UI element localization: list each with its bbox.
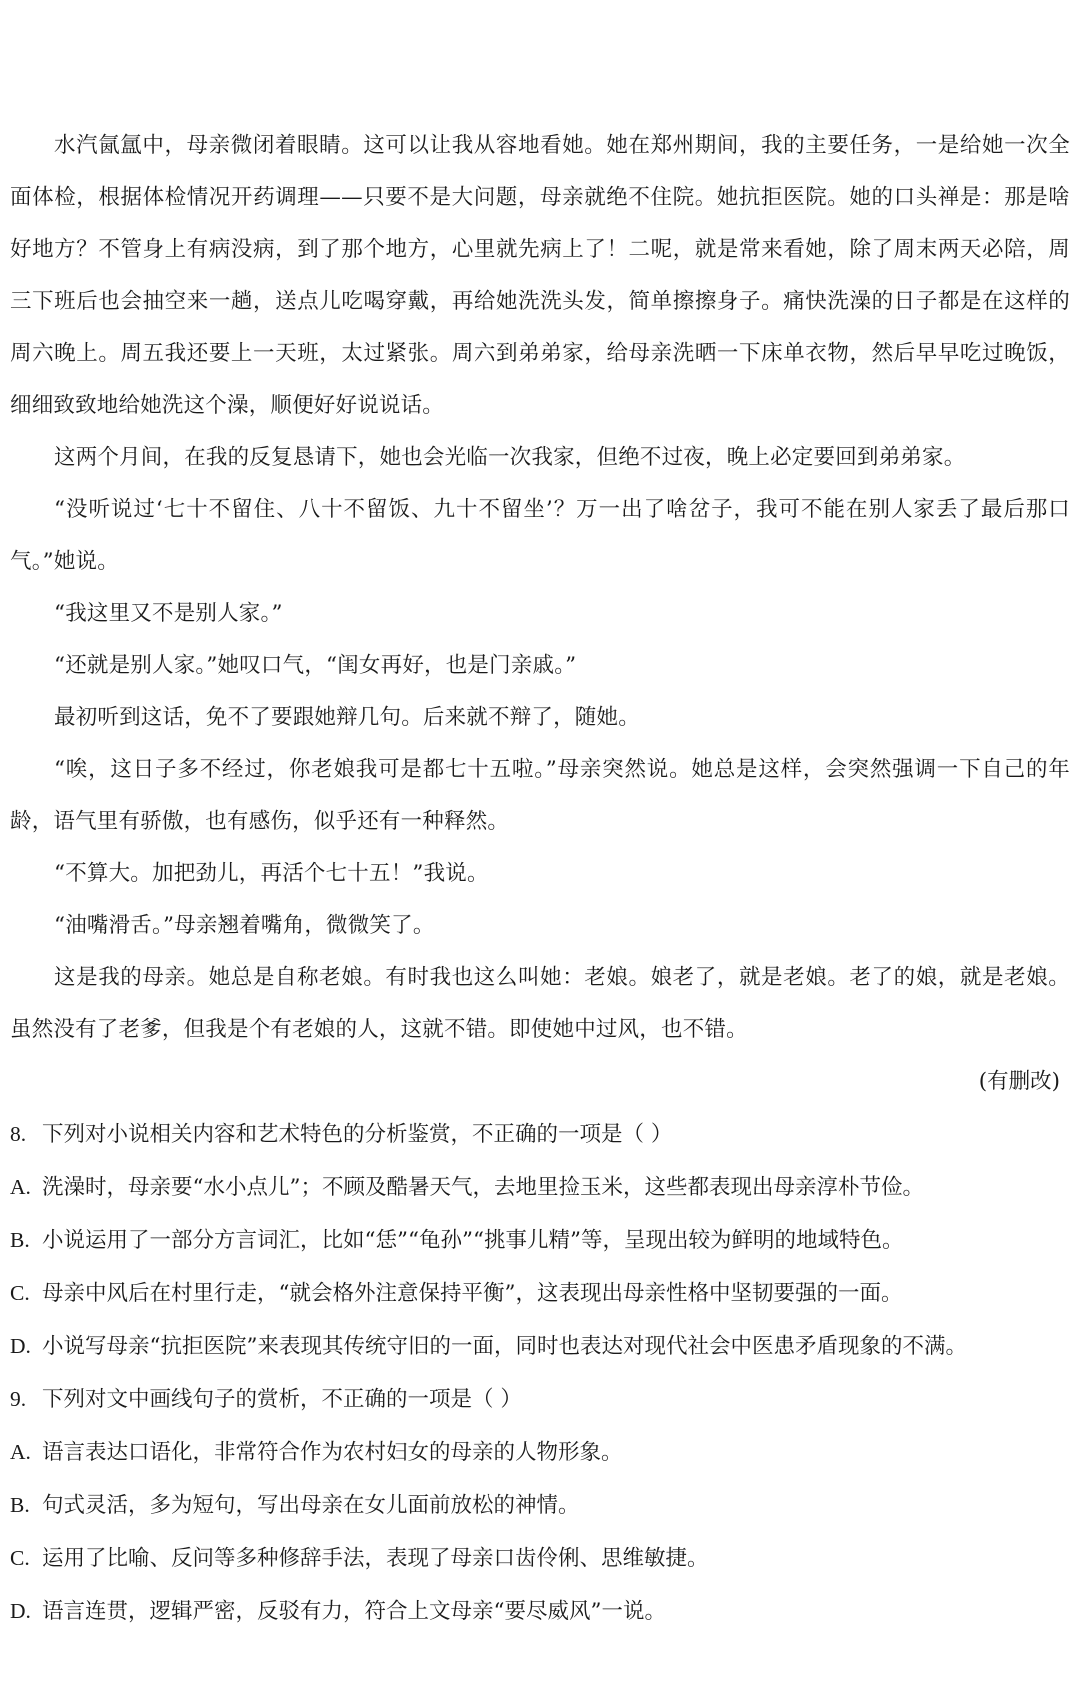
option-text: 小说写母亲“抗拒医院”来表现其传统守旧的一面，同时也表达对现代社会中医患矛盾现象的不满。 bbox=[42, 1334, 967, 1359]
passage-paragraph: 水汽氤氲中，母亲微闭着眼睛。这可以让我从容地看她。她在郑州期间，我的主要任务，一是给她一次全面体检，根据体检情况开药调理——只要不是大问题，母亲就绝不住院。她抗拒医院。她的口头禅是：那是啥好地方？不管身上有病没病，到了那个地方，心里就先病上了！二呢，就是常来看她，除了周末两天必陪，周三下班后也会抽空来一趟，送点儿吃喝穿戴，再给她洗洗头发，简单擦擦身子。痛快洗澡的日子都是在这样的周六晚上。周五我还要上一天班，太过紧张。周六到弟弟家，给母亲洗晒一下床单衣物，然后早早吃过晚饭，细细致致地给她洗这个澡，顺便好好说说话。 bbox=[10, 133, 1070, 418]
answer-option[interactable] bbox=[10, 1320, 1070, 1373]
passage-paragraph: “油嘴滑舌。”母亲翘着嘴角，微微笑了。 bbox=[54, 913, 435, 938]
answer-option[interactable] bbox=[10, 1214, 1070, 1267]
option-text: 洗澡时，母亲要“水小点儿”；不顾及酷暑天气，去地里捡玉米，这些都表现出母亲淳朴节俭。 bbox=[42, 1175, 924, 1200]
option-key: B. bbox=[10, 1228, 30, 1252]
question-stem bbox=[10, 1108, 1070, 1161]
option-key: A. bbox=[10, 1440, 31, 1464]
option-key: C. bbox=[10, 1546, 30, 1570]
option-key: A. bbox=[10, 1175, 31, 1199]
option-text: 运用了比喻、反问等多种修辞手法，表现了母亲口齿伶俐、思维敏捷。 bbox=[42, 1546, 709, 1571]
option-key: D. bbox=[10, 1334, 31, 1358]
question-text: 下列对小说相关内容和艺术特色的分析鉴赏，不正确的一项是（ ） bbox=[42, 1122, 673, 1147]
answer-option[interactable] bbox=[10, 1585, 1070, 1638]
passage-paragraph: 最初听到这话，免不了要跟她辩几句。后来就不辩了，随她。 bbox=[54, 705, 640, 730]
answer-option[interactable] bbox=[10, 1267, 1070, 1320]
exam-page bbox=[10, 120, 1070, 1638]
question-number: 9. bbox=[10, 1387, 27, 1411]
passage-paragraph: 这两个月间，在我的反复恳请下，她也会光临一次我家，但绝不过夜，晚上必定要回到弟弟家。 bbox=[54, 445, 966, 470]
passage-paragraph: “我这里又不是别人家。” bbox=[54, 601, 283, 626]
passage-paragraph: “不算大。加把劲儿，再活个七十五！”我说。 bbox=[54, 861, 489, 886]
option-text: 母亲中风后在村里行走，“就会格外注意保持平衡”，这表现出母亲性格中坚韧要强的一面。 bbox=[42, 1281, 903, 1306]
question-number: 8. bbox=[10, 1122, 27, 1146]
question-8 bbox=[10, 1108, 1070, 1373]
reading-passage bbox=[10, 120, 1070, 1108]
question-9 bbox=[10, 1373, 1070, 1638]
passage-paragraph: “没听说过‘七十不留住、八十不留饭、九十不留坐’？万一出了啥岔子，我可不能在别人家丢了最后那口气。”她说。 bbox=[10, 497, 1070, 574]
option-key: B. bbox=[10, 1493, 30, 1517]
option-text: 小说运用了一部分方言词汇，比如“恁”“龟孙”“挑事儿精”等，呈现出较为鲜明的地域特色。 bbox=[42, 1228, 904, 1253]
option-key: C. bbox=[10, 1281, 30, 1305]
answer-option[interactable] bbox=[10, 1426, 1070, 1479]
answer-option[interactable] bbox=[10, 1161, 1070, 1214]
source-note: (有删改) bbox=[978, 1069, 1060, 1094]
option-key: D. bbox=[10, 1599, 31, 1623]
question-text: 下列对文中画线句子的赏析，不正确的一项是（ ） bbox=[42, 1387, 522, 1412]
answer-option[interactable] bbox=[10, 1532, 1070, 1585]
option-text: 句式灵活，多为短句，写出母亲在女儿面前放松的神情。 bbox=[42, 1493, 580, 1518]
question-stem bbox=[10, 1373, 1070, 1426]
answer-option[interactable] bbox=[10, 1479, 1070, 1532]
option-text: 语言连贯，逻辑严密，反驳有力，符合上文母亲“要尽威风”一说。 bbox=[42, 1599, 666, 1624]
passage-paragraph: “唉，这日子多不经过，你老娘我可是都七十五啦。”母亲突然说。她总是这样，会突然强调一下自己的年龄，语气里有骄傲，也有感伤，似乎还有一种释然。 bbox=[10, 757, 1070, 834]
passage-paragraph: 这是我的母亲。她总是自称老娘。有时我也这么叫她：老娘。娘老了，就是老娘。老了的娘，就是老娘。虽然没有了老爹，但我是个有老娘的人，这就不错。即使她中过风，也不错。 bbox=[10, 965, 1070, 1042]
option-text: 语言表达口语化，非常符合作为农村妇女的母亲的人物形象。 bbox=[42, 1440, 623, 1465]
passage-paragraph: “还就是别人家。”她叹口气，“闺女再好，也是门亲戚。” bbox=[54, 653, 577, 678]
